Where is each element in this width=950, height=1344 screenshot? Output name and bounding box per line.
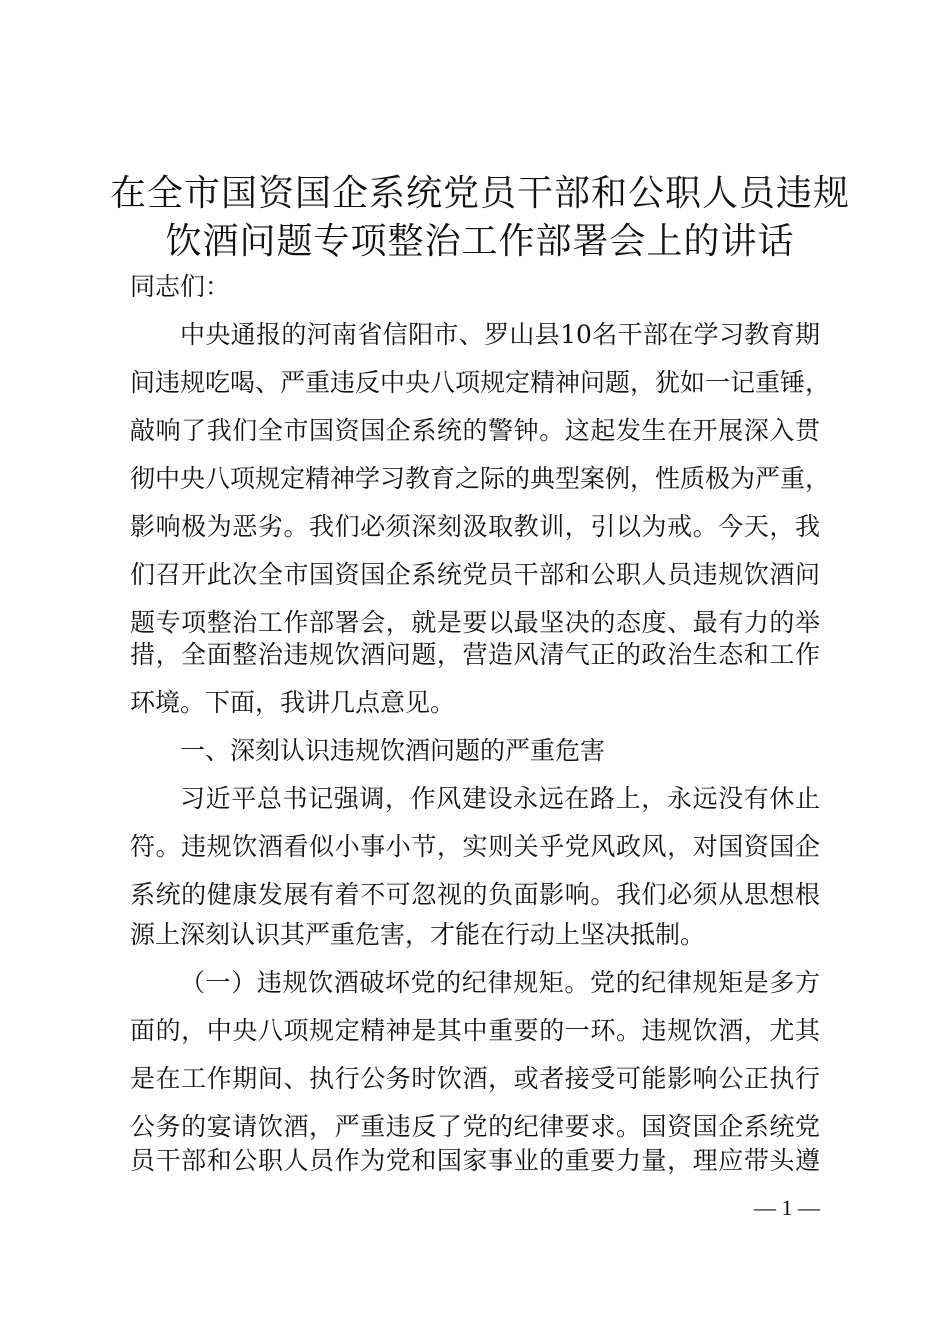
paragraph-1-line: 间违规吃喝、严重违反中央八项规定精神问题，犹如一记重锤， (130, 368, 831, 397)
section-heading-1: 一、深刻认识违规饮酒问题的严重危害 (180, 736, 606, 765)
paragraph-1-line: 环境。下面，我讲几点意见。 (130, 688, 456, 717)
paragraph-3-line: 面的，中央八项规定精神是其中重要的一环。违规饮酒，尤其 (130, 1016, 820, 1045)
paragraph-1-line: 措，全面整治违规饮酒问题，营造风清气正的政治生态和工作 (130, 640, 820, 669)
paragraph-1-line: 们召开此次全市国资国企系统党员干部和公职人员违规饮酒问 (130, 560, 820, 589)
document-title-line-1: 在全市国资国企系统党员干部和公职人员违规 (109, 173, 850, 214)
paragraph-1-line: 影响极为恶劣。我们必须深刻汲取教训，引以为戒。今天，我 (130, 512, 820, 541)
subheading-1: （一）违规饮酒破坏党的纪律规矩。 (180, 968, 590, 997)
paragraph-1-line: 敲响了我们全市国资国企系统的警钟。这起发生在开展深入贯 (130, 416, 820, 445)
paragraph-1-line: 中央通报的河南省信阳市、罗山县10名干部在学习教育期 (180, 320, 820, 349)
paragraph-2-line: 源上深刻认识其严重危害，才能在行动上坚决抵制。 (130, 920, 706, 949)
document-title-line-2: 饮酒问题专项整治工作部署会上的讲话 (165, 221, 795, 262)
paragraph-2-line: 习近平总书记强调，作风建设永远在路上，永远没有休止 (180, 784, 820, 813)
paragraph-3-line: 是在工作期间、执行公务时饮酒，或者接受可能影响公正执行 (130, 1064, 820, 1093)
paragraph-1-line: 彻中央八项规定精神学习教育之际的典型案例，性质极为严重， (130, 464, 831, 493)
paragraph-2-line: 系统的健康发展有着不可忽视的负面影响。我们必须从思想根 (130, 880, 820, 909)
salutation: 同志们： (130, 272, 231, 301)
paragraph-1-line: 题专项整治工作部署会，就是要以最坚决的态度、最有力的举 (130, 608, 820, 637)
paragraph-2-line: 符。违规饮酒看似小事小节，实则关乎党风政风，对国资国企 (130, 832, 820, 861)
paragraph-3-line: 员干部和公职人员作为党和国家事业的重要力量，理应带头遵 (130, 1146, 820, 1175)
paragraph-3-line: 公务的宴请饮酒，严重违反了党的纪律要求。国资国企系统党 (130, 1112, 820, 1141)
page-number: — 1 — (754, 1195, 820, 1220)
paragraph-3-lead: 党的纪律规矩是多方 (589, 968, 820, 997)
paragraph-3-line (180, 966, 820, 1000)
